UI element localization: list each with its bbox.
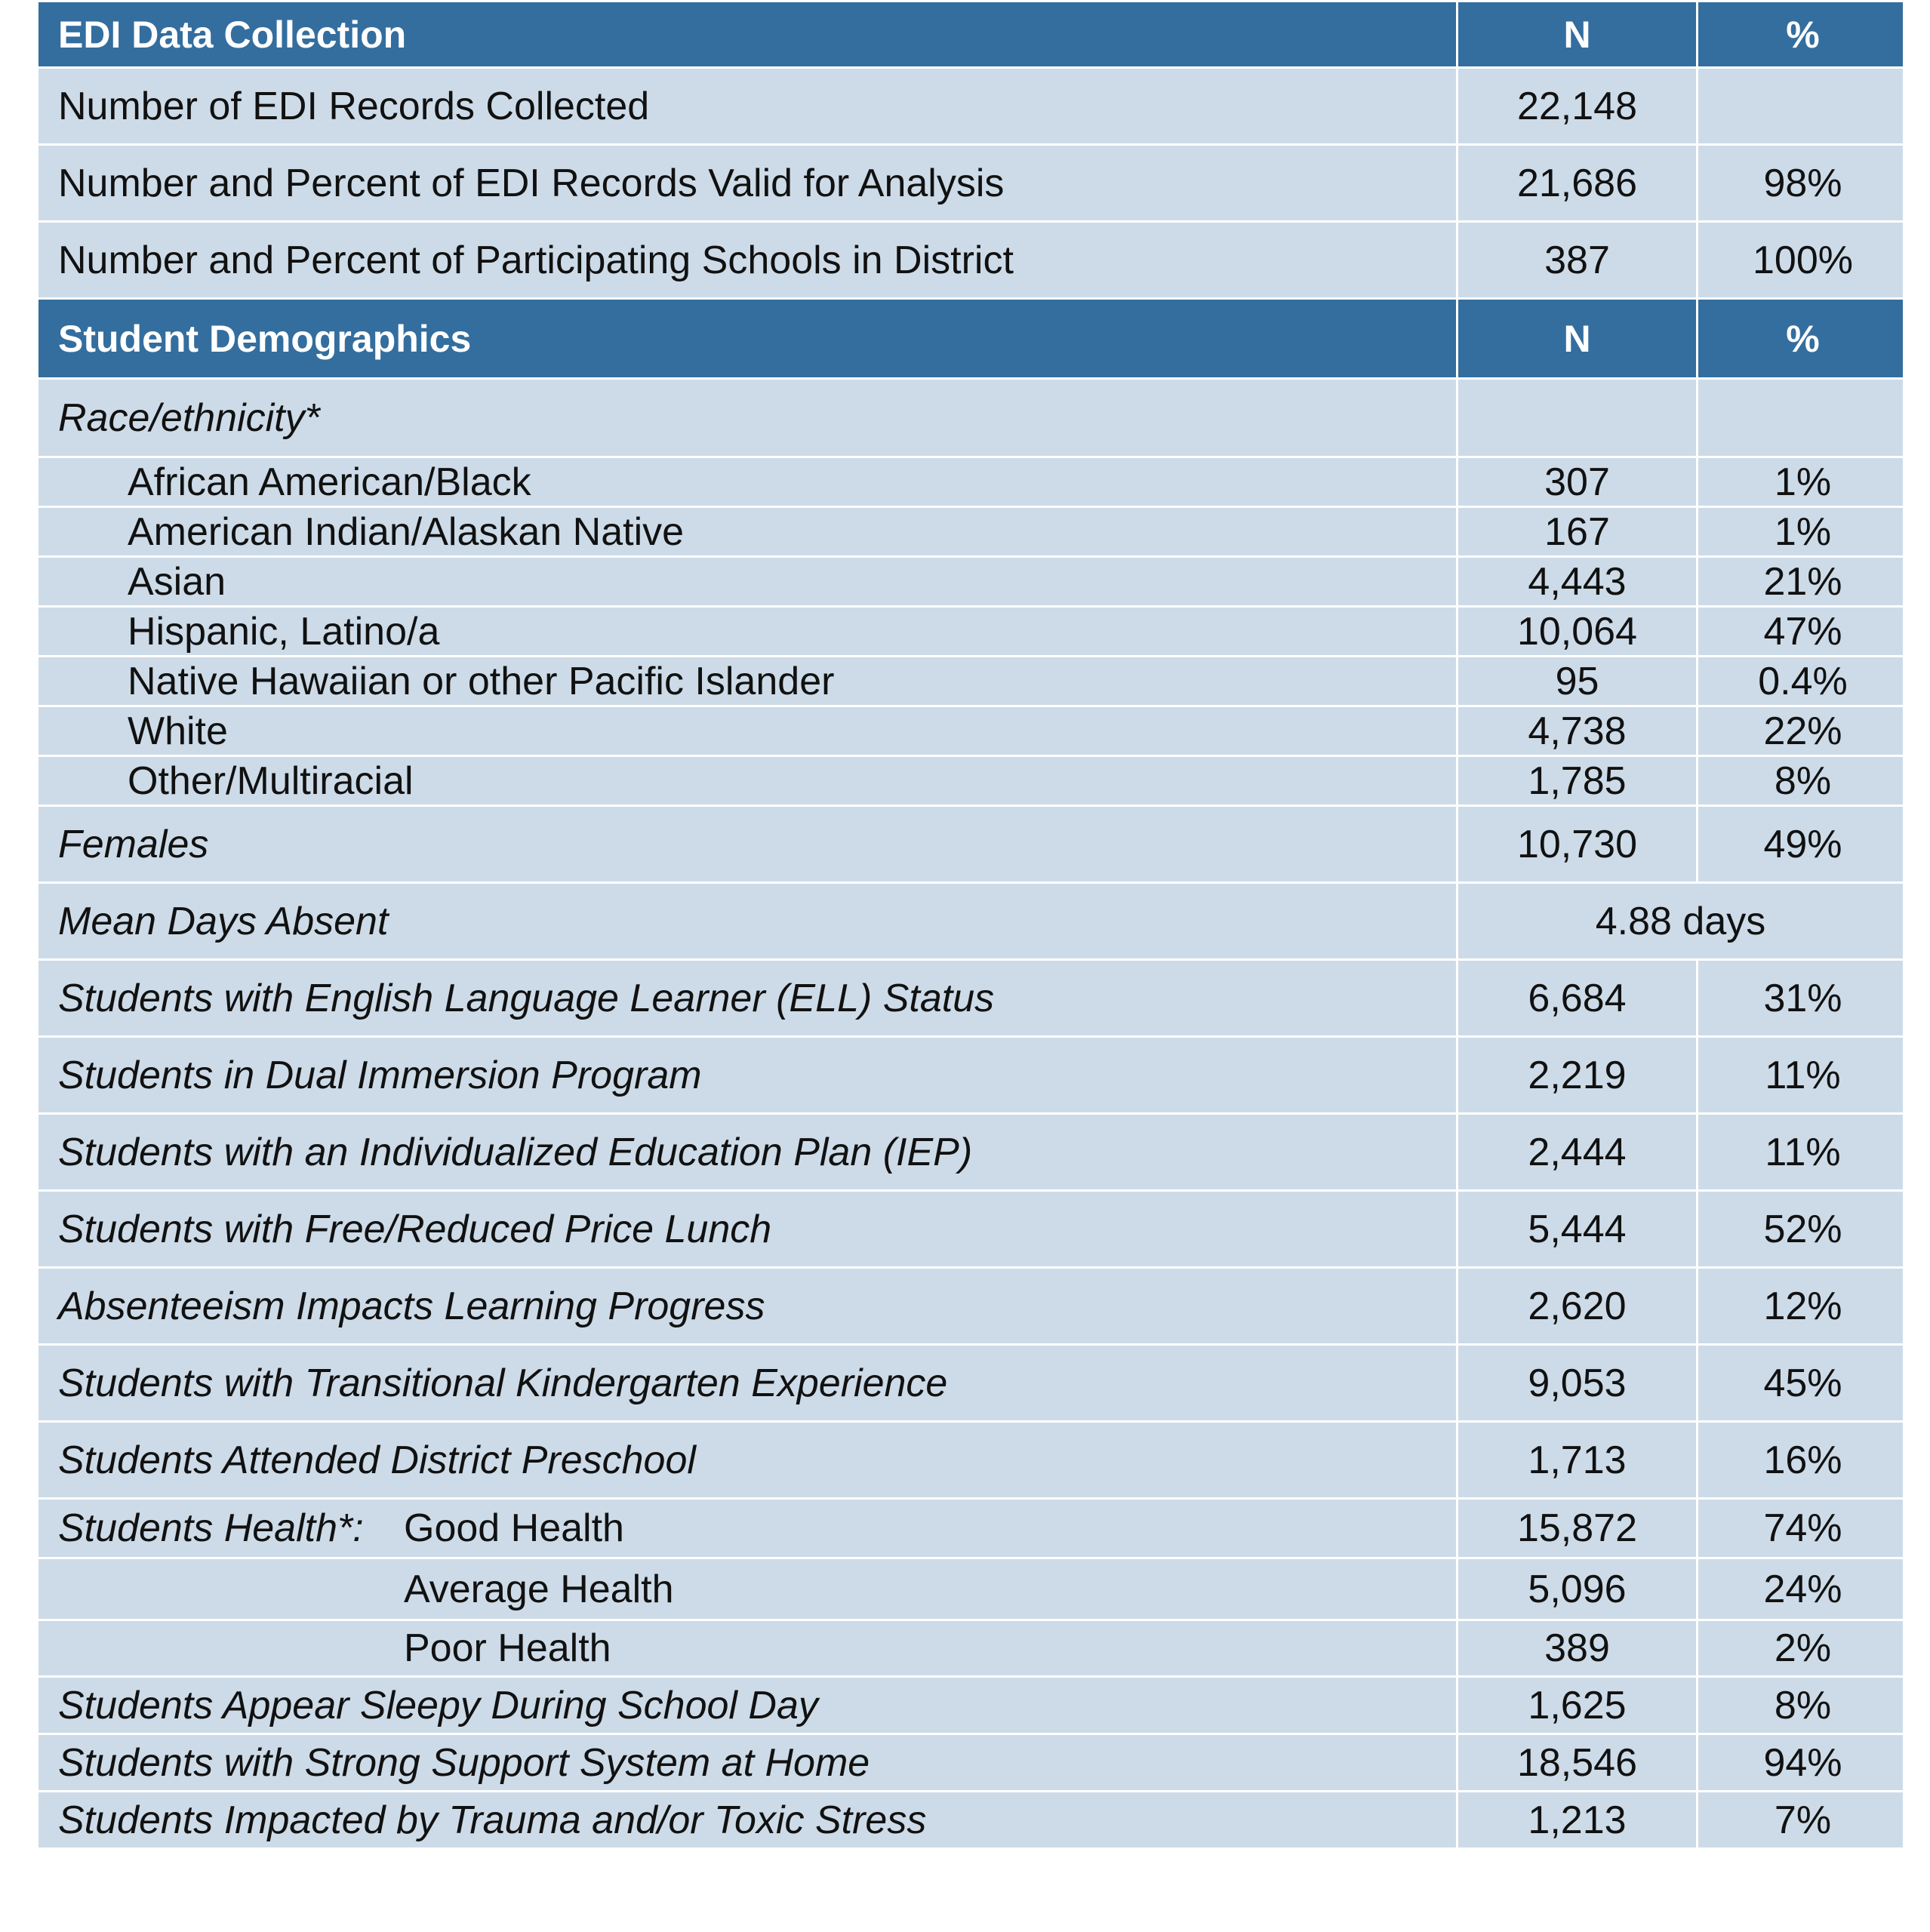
row-label: Absenteeism Impacts Learning Progress xyxy=(38,1268,1458,1345)
row-n: 18,546 xyxy=(1458,1734,1698,1792)
row-label: Other/Multiracial xyxy=(38,756,1458,806)
race-label: Race/ethnicity* xyxy=(38,379,1458,457)
row-pct: 100% xyxy=(1698,222,1904,299)
row-pct: 45% xyxy=(1698,1345,1904,1422)
table-row xyxy=(38,1268,1904,1345)
row-pct: 8% xyxy=(1698,756,1904,806)
row-label: Students with Transitional Kindergarten Experience xyxy=(38,1345,1458,1422)
row-n: 2,620 xyxy=(1458,1268,1698,1345)
row-label: Number and Percent of EDI Records Valid for Analysis xyxy=(38,145,1458,222)
demographics-col-n: N xyxy=(1458,299,1698,379)
row-n: 9,053 xyxy=(1458,1345,1698,1422)
table-row xyxy=(38,1734,1904,1792)
table-row xyxy=(38,1037,1904,1114)
row-n: 4,443 xyxy=(1458,557,1698,607)
row-pct: 0.4% xyxy=(1698,657,1904,706)
table-row xyxy=(38,507,1904,557)
row-n: 5,444 xyxy=(1458,1191,1698,1268)
health-row-good xyxy=(38,1499,1904,1558)
race-heading-row xyxy=(38,379,1904,457)
row-n: 6,684 xyxy=(1458,960,1698,1037)
row-label: Students Impacted by Trauma and/or Toxic Stress xyxy=(38,1792,1458,1849)
row-pct: 16% xyxy=(1698,1422,1904,1499)
table-row xyxy=(38,706,1904,756)
table-row xyxy=(38,1345,1904,1422)
row-pct: 74% xyxy=(1698,1499,1904,1558)
demographics-header-row xyxy=(38,299,1904,379)
row-n: 95 xyxy=(1458,657,1698,706)
table-row xyxy=(38,145,1904,222)
row-label: White xyxy=(38,706,1458,756)
table-row xyxy=(38,960,1904,1037)
edi-summary-table xyxy=(36,0,1905,1850)
table-row xyxy=(38,607,1904,657)
row-label: Asian xyxy=(38,557,1458,607)
row-n: 1,713 xyxy=(1458,1422,1698,1499)
row-label: Number and Percent of Participating Schools in District xyxy=(38,222,1458,299)
table-row xyxy=(38,457,1904,507)
row-pct: 12% xyxy=(1698,1268,1904,1345)
row-n: 22,148 xyxy=(1458,68,1698,145)
health-row-average xyxy=(38,1558,1904,1620)
row-n: 1,213 xyxy=(1458,1792,1698,1849)
table-row xyxy=(38,1677,1904,1734)
row-pct: 52% xyxy=(1698,1191,1904,1268)
table-row xyxy=(38,68,1904,145)
row-n: 2,444 xyxy=(1458,1114,1698,1191)
row-label: Females xyxy=(38,806,1458,883)
health-label: Students Health*: xyxy=(58,1506,364,1550)
row-label: Students with Free/Reduced Price Lunch xyxy=(38,1191,1458,1268)
row-n: 21,686 xyxy=(1458,145,1698,222)
row-label: American Indian/Alaskan Native xyxy=(38,507,1458,557)
table-row xyxy=(38,806,1904,883)
row-n: 15,872 xyxy=(1458,1499,1698,1558)
row-label: Hispanic, Latino/a xyxy=(38,607,1458,657)
row-n: 10,730 xyxy=(1458,806,1698,883)
row-label: Poor Health xyxy=(404,1626,611,1670)
collection-title: EDI Data Collection xyxy=(38,2,1458,68)
row-pct: 11% xyxy=(1698,1037,1904,1114)
table-row xyxy=(38,883,1904,960)
table-row xyxy=(38,1422,1904,1499)
row-label: Students with Strong Support System at Home xyxy=(38,1734,1458,1792)
row-label: Number of EDI Records Collected xyxy=(38,68,1458,145)
row-label: Good Health xyxy=(404,1506,624,1550)
health-row-poor xyxy=(38,1620,1904,1677)
row-label: Students Appear Sleepy During School Day xyxy=(38,1677,1458,1734)
row-label: Average Health xyxy=(404,1567,674,1611)
row-label: Students with English Language Learner (ELL) Status xyxy=(38,960,1458,1037)
row-pct: 1% xyxy=(1698,507,1904,557)
row-pct: 11% xyxy=(1698,1114,1904,1191)
collection-header-row xyxy=(38,2,1904,68)
row-label: Mean Days Absent xyxy=(38,883,1458,960)
row-pct: 49% xyxy=(1698,806,1904,883)
row-pct xyxy=(1698,68,1904,145)
table-row xyxy=(38,657,1904,706)
row-pct: 2% xyxy=(1698,1620,1904,1677)
row-n: 10,064 xyxy=(1458,607,1698,657)
row-pct: 47% xyxy=(1698,607,1904,657)
table-row xyxy=(38,1792,1904,1849)
row-n: 1,625 xyxy=(1458,1677,1698,1734)
row-label: Students Attended District Preschool xyxy=(38,1422,1458,1499)
row-pct: 31% xyxy=(1698,960,1904,1037)
row-label: Students with an Individualized Education Plan (IEP) xyxy=(38,1114,1458,1191)
row-pct: 24% xyxy=(1698,1558,1904,1620)
table-row xyxy=(38,222,1904,299)
row-pct: 1% xyxy=(1698,457,1904,507)
collection-col-n: N xyxy=(1458,2,1698,68)
row-n: 167 xyxy=(1458,507,1698,557)
row-pct: 22% xyxy=(1698,706,1904,756)
demographics-title: Student Demographics xyxy=(38,299,1458,379)
table-row xyxy=(38,1114,1904,1191)
collection-col-pct: % xyxy=(1698,2,1904,68)
row-label: Native Hawaiian or other Pacific Islander xyxy=(38,657,1458,706)
row-label: Students in Dual Immersion Program xyxy=(38,1037,1458,1114)
row-pct: 98% xyxy=(1698,145,1904,222)
row-label: African American/Black xyxy=(38,457,1458,507)
row-n: 307 xyxy=(1458,457,1698,507)
row-n: 1,785 xyxy=(1458,756,1698,806)
row-pct: 94% xyxy=(1698,1734,1904,1792)
table-row xyxy=(38,1191,1904,1268)
row-n: 5,096 xyxy=(1458,1558,1698,1620)
table-row xyxy=(38,557,1904,607)
demographics-col-pct: % xyxy=(1698,299,1904,379)
row-n: 2,219 xyxy=(1458,1037,1698,1114)
row-n: 4,738 xyxy=(1458,706,1698,756)
row-value: 4.88 days xyxy=(1458,883,1904,960)
row-pct: 7% xyxy=(1698,1792,1904,1849)
row-pct: 21% xyxy=(1698,557,1904,607)
table-row xyxy=(38,756,1904,806)
row-n: 389 xyxy=(1458,1620,1698,1677)
row-n: 387 xyxy=(1458,222,1698,299)
row-pct: 8% xyxy=(1698,1677,1904,1734)
